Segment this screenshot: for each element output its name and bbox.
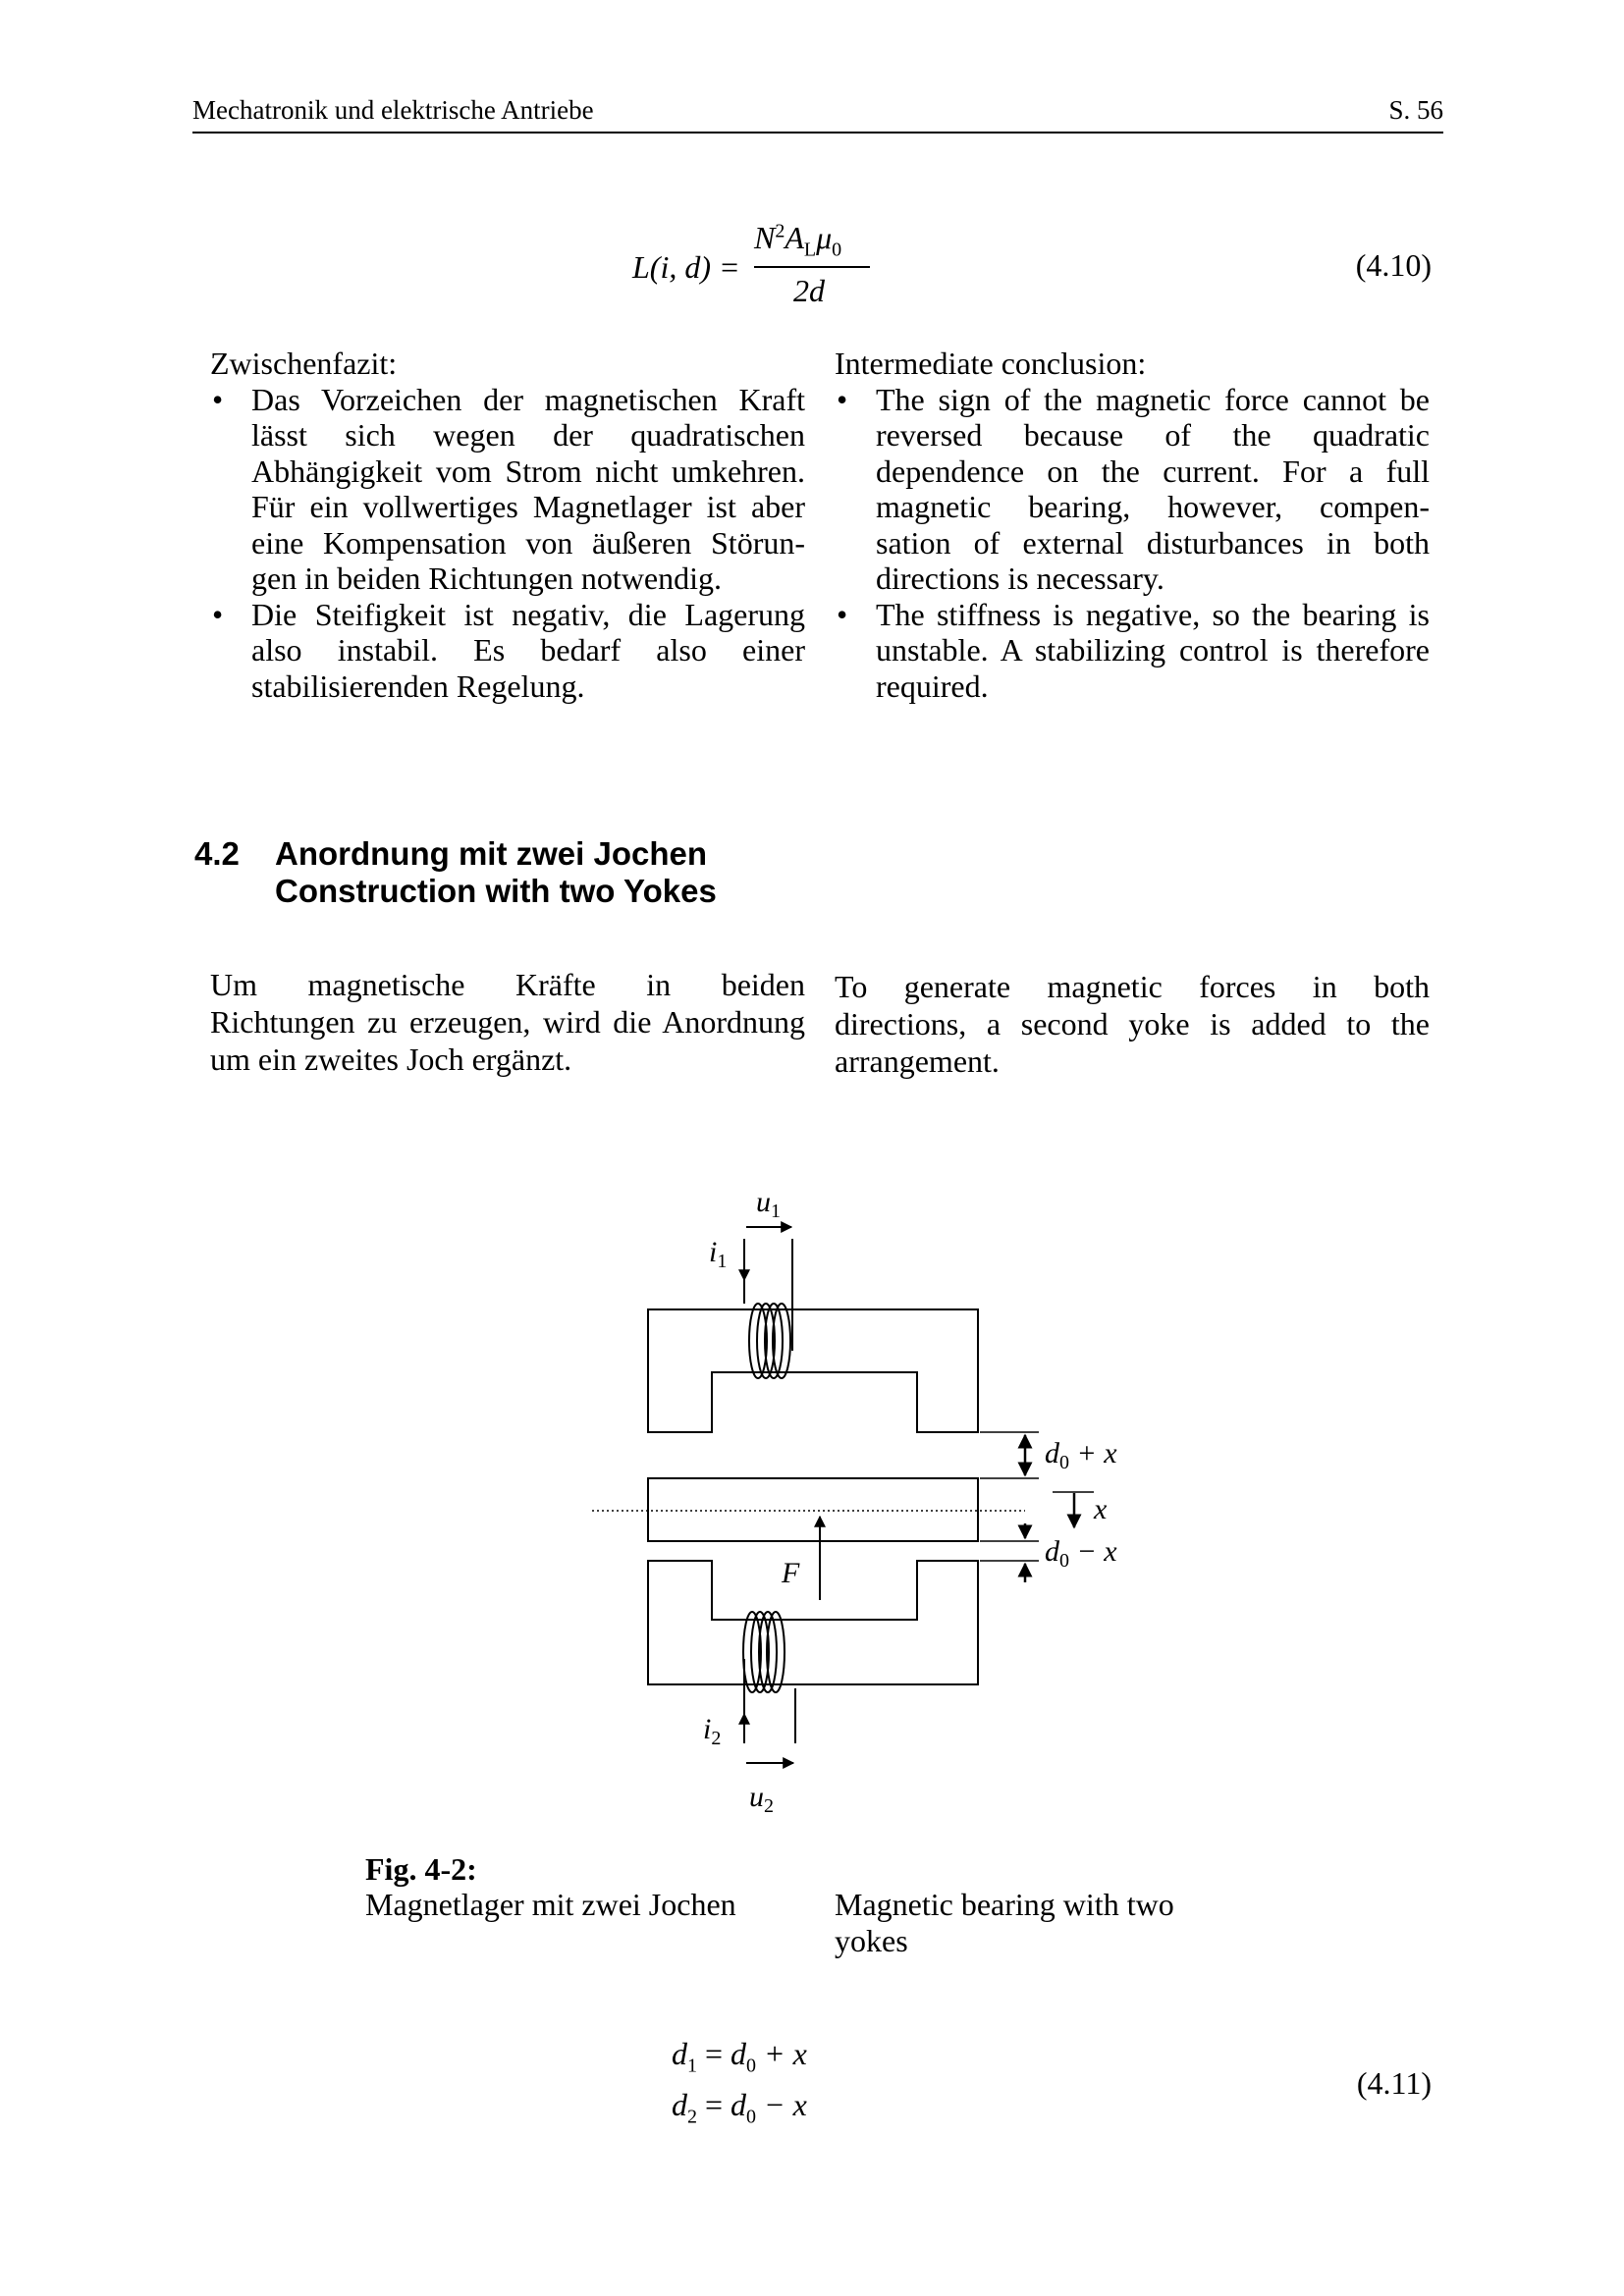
- conclusion-en-bullet-1: • The sign of the magnetic force cannot be reversed because of the quadratic dependence on the current. For a full magnetic bearing, however, compen- sation of external disturbances in both directions is necessary.: [835, 382, 1430, 597]
- conclusion-de-bullet-2: • Die Steifigkeit ist negativ, die Lagerung also instabil. Es bedarf also einer stabilisierenden Regelung.: [210, 597, 805, 705]
- conclusion-en-title: Intermediate conclusion:: [835, 346, 1147, 381]
- label-gap-top: $d_0 + x$: [1045, 1437, 1117, 1473]
- armature: [648, 1478, 978, 1541]
- label-gap-bot: $d_0 - x$: [1045, 1535, 1117, 1572]
- label-u2: $u_2$: [749, 1781, 774, 1817]
- upper-yoke: [648, 1309, 978, 1432]
- lower-yoke: [648, 1561, 978, 1684]
- intro-en: To generate magnetic forces in both directions, a second yoke is added to the arrangement.: [835, 969, 1430, 1079]
- running-header-title: Mechatronik und elektrische Antriebe: [192, 95, 594, 125]
- equation-number-4-11: (4.11): [1356, 2065, 1432, 2101]
- equation-number-4-10: (4.10): [1355, 247, 1432, 283]
- label-x: x: [1094, 1493, 1108, 1525]
- conclusion-de-title: Zwischenfazit:: [210, 346, 398, 381]
- page-number: S. 56: [1388, 95, 1443, 125]
- label-i1: $i_1$: [709, 1236, 728, 1272]
- label-u1: $u_1$: [756, 1186, 781, 1222]
- figure-caption-label: Fig. 4-2:: [365, 1851, 477, 1887]
- figure-caption-de: Magnetlager mit zwei Jochen: [365, 1887, 736, 1922]
- eq-4-10-numerator: $N^2A_L\mu_0$: [754, 220, 842, 261]
- conclusion-en-bullet-2: • The stiffness is negative, so the bearing is unstable. A stabilizing control is therefore required.: [835, 597, 1430, 705]
- equation-4-11-line-2: $d_2 = d_0 - x$: [672, 2087, 807, 2128]
- conclusion-de-bullet-1: • Das Vorzeichen der magnetischen Kraft lässt sich wegen der quadratischen Abhängigkeit vom Strom nicht umkehren. Für ein vollwertiges Magnetlager ist aber eine Kompensation von äußeren Störun- gen in beiden Richtungen notwendig.: [210, 382, 805, 597]
- eq-4-10-lhs: L(i, d) =: [632, 249, 740, 285]
- section-title-de: Anordnung mit zwei Jochen: [275, 835, 708, 872]
- section-number: 4.2: [194, 835, 240, 872]
- figure-caption-en: Magnetic bearing with two yokes: [835, 1887, 1174, 1958]
- lower-coil: [743, 1612, 795, 1743]
- eq-4-10-denominator: 2d: [793, 273, 825, 308]
- label-F: F: [782, 1557, 800, 1589]
- intro-de: Um magnetische Kräfte in beiden Richtungen zu erzeugen, wird die Anordnung um ein zweites Joch ergänzt.: [210, 967, 805, 1077]
- section-title-en: Construction with two Yokes: [275, 873, 717, 909]
- equation-4-11-line-1: $d_1 = d_0 + x$: [672, 2036, 807, 2077]
- label-i2: $i_2$: [703, 1713, 722, 1749]
